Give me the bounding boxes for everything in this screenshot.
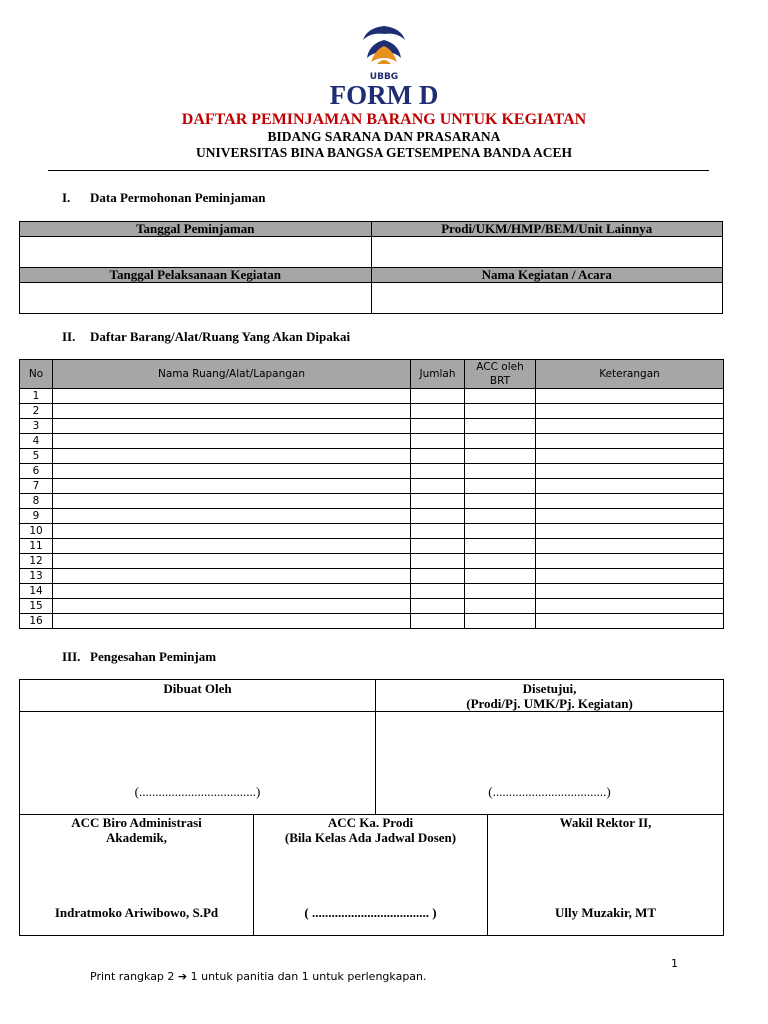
university-logo (357, 22, 411, 82)
column-header-no: No (20, 360, 53, 389)
row-jumlah-input[interactable] (411, 389, 465, 404)
row-no: 3 (20, 419, 53, 434)
row-nama-input[interactable] (53, 404, 411, 419)
row-nama-input[interactable] (53, 554, 411, 569)
row-jumlah-input[interactable] (411, 479, 465, 494)
row-no: 8 (20, 494, 53, 509)
row-no: 2 (20, 404, 53, 419)
print-note: Print rangkap 2 ➔ 1 untuk panitia dan 1 untuk perlengkapan. (90, 970, 427, 983)
row-acc-input[interactable] (465, 524, 536, 539)
signature-disetujui-placeholder: (...................................) (488, 784, 611, 799)
row-acc-input[interactable] (465, 509, 536, 524)
row-keterangan-input[interactable] (536, 524, 724, 539)
row-nama-input[interactable] (53, 509, 411, 524)
row-keterangan-input[interactable] (536, 554, 724, 569)
row-keterangan-input[interactable] (536, 494, 724, 509)
section-1-title: Data Permohonan Peminjaman (90, 190, 266, 205)
row-no: 12 (20, 554, 53, 569)
dibuat-oleh-label: Dibuat Oleh (20, 680, 376, 712)
section-1-heading (62, 190, 266, 206)
row-nama-input[interactable] (53, 419, 411, 434)
approval-table (19, 679, 724, 936)
row-acc-input[interactable] (465, 479, 536, 494)
signature-dibuat-placeholder: (....................................) (134, 784, 261, 799)
row-keterangan-input[interactable] (536, 599, 724, 614)
row-acc-input[interactable] (465, 494, 536, 509)
field-input-nama-kegiatan[interactable] (371, 283, 723, 314)
row-keterangan-input[interactable] (536, 584, 724, 599)
table-row (20, 539, 724, 554)
column-header-jumlah: Jumlah (411, 360, 465, 389)
row-acc-input[interactable] (465, 569, 536, 584)
section-3-title: Pengesahan Peminjam (90, 649, 217, 664)
items-table (19, 359, 724, 629)
table-row (20, 434, 724, 449)
column-header-acc-brt: ACC oleh BRT (465, 360, 536, 389)
row-acc-input[interactable] (465, 614, 536, 629)
column-header-keterangan: Keterangan (536, 360, 724, 389)
row-nama-input[interactable] (53, 524, 411, 539)
row-acc-input[interactable] (465, 434, 536, 449)
table-row (20, 449, 724, 464)
section-2-heading (62, 329, 350, 345)
row-keterangan-input[interactable] (536, 509, 724, 524)
acc-prodi-line2: (Bila Kelas Ada Jadwal Dosen) (284, 830, 457, 845)
field-label-tanggal-peminjaman: Tanggal Peminjaman (20, 222, 372, 237)
row-no: 7 (20, 479, 53, 494)
disetujui-label (376, 680, 724, 712)
row-no: 1 (20, 389, 53, 404)
table-row (20, 614, 724, 629)
acc-biro-line1: ACC Biro Administrasi (71, 815, 202, 830)
table-row (20, 479, 724, 494)
table-row (20, 524, 724, 539)
row-nama-input[interactable] (53, 464, 411, 479)
section-3-heading (62, 649, 216, 665)
disetujui-line1: Disetujui, (522, 681, 577, 696)
row-keterangan-input[interactable] (536, 434, 724, 449)
row-keterangan-input[interactable] (536, 404, 724, 419)
row-nama-input[interactable] (53, 569, 411, 584)
row-nama-input[interactable] (53, 584, 411, 599)
acc-prodi-name: ( .................................... ) (304, 905, 437, 920)
row-no: 10 (20, 524, 53, 539)
section-2-title: Daftar Barang/Alat/Ruang Yang Akan Dipakai (90, 329, 351, 344)
table-row (20, 464, 724, 479)
row-jumlah-input[interactable] (411, 419, 465, 434)
page-number: 1 (671, 957, 678, 970)
table-row (20, 494, 724, 509)
row-no: 16 (20, 614, 53, 629)
row-no: 4 (20, 434, 53, 449)
row-jumlah-input[interactable] (411, 449, 465, 464)
acc-biro-cell[interactable] (20, 815, 254, 936)
row-keterangan-input[interactable] (536, 539, 724, 554)
header-divider (48, 170, 709, 171)
items-table-body (20, 389, 724, 629)
row-acc-input[interactable] (465, 389, 536, 404)
row-nama-input[interactable] (53, 614, 411, 629)
row-keterangan-input[interactable] (536, 449, 724, 464)
row-acc-input[interactable] (465, 464, 536, 479)
table-row (20, 569, 724, 584)
table-row (20, 599, 724, 614)
university-name: UNIVERSITAS BINA BANGSA GETSEMPENA BANDA ACEH (196, 145, 572, 160)
row-jumlah-input[interactable] (411, 584, 465, 599)
disetujui-line2: (Prodi/Pj. UMK/Pj. Kegiatan) (466, 696, 633, 711)
section-1-number: I. (62, 190, 71, 205)
row-keterangan-input[interactable] (536, 479, 724, 494)
row-jumlah-input[interactable] (411, 509, 465, 524)
row-nama-input[interactable] (53, 539, 411, 554)
field-input-tanggal-pelaksanaan[interactable] (20, 283, 372, 314)
row-keterangan-input[interactable] (536, 614, 724, 629)
row-jumlah-input[interactable] (411, 524, 465, 539)
row-jumlah-input[interactable] (411, 614, 465, 629)
wakil-rektor-name: Ully Muzakir, MT (555, 905, 657, 920)
row-keterangan-input[interactable] (536, 419, 724, 434)
acc-prodi-cell[interactable] (254, 815, 488, 936)
field-label-nama-kegiatan: Nama Kegiatan / Acara (371, 268, 723, 283)
signature-dibuat[interactable] (20, 712, 376, 815)
department-name: BIDANG SARANA DAN PRASARANA (267, 129, 501, 144)
row-nama-input[interactable] (53, 434, 411, 449)
table-row (20, 554, 724, 569)
row-jumlah-input[interactable] (411, 554, 465, 569)
row-acc-input[interactable] (465, 584, 536, 599)
row-no: 14 (20, 584, 53, 599)
row-nama-input[interactable] (53, 449, 411, 464)
row-no: 13 (20, 569, 53, 584)
row-no: 9 (20, 509, 53, 524)
acc-biro-name: Indratmoko Ariwibowo, S.Pd (54, 905, 219, 920)
section-2-number: II. (62, 329, 76, 344)
row-nama-input[interactable] (53, 599, 411, 614)
table-row (20, 509, 724, 524)
row-jumlah-input[interactable] (411, 404, 465, 419)
table-row (20, 419, 724, 434)
row-acc-input[interactable] (465, 554, 536, 569)
table-row (20, 404, 724, 419)
row-no: 5 (20, 449, 53, 464)
row-jumlah-input[interactable] (411, 569, 465, 584)
row-no: 6 (20, 464, 53, 479)
section-3-number: III. (62, 649, 81, 664)
field-input-tanggal-peminjaman[interactable] (20, 237, 372, 268)
row-keterangan-input[interactable] (536, 569, 724, 584)
table-row (20, 389, 724, 404)
acc-prodi-line1: ACC Ka. Prodi (327, 815, 414, 830)
acc-biro-line2: Akademik, (105, 830, 168, 845)
row-nama-input[interactable] (53, 389, 411, 404)
row-acc-input[interactable] (465, 539, 536, 554)
row-jumlah-input[interactable] (411, 494, 465, 509)
row-acc-input[interactable] (465, 419, 536, 434)
request-data-table (19, 221, 723, 314)
row-jumlah-input[interactable] (411, 434, 465, 449)
column-header-nama: Nama Ruang/Alat/Lapangan (53, 360, 411, 389)
row-nama-input[interactable] (53, 479, 411, 494)
wakil-rektor-label: Wakil Rektor II, (559, 815, 652, 830)
row-acc-input[interactable] (465, 599, 536, 614)
row-jumlah-input[interactable] (411, 464, 465, 479)
row-acc-input[interactable] (465, 449, 536, 464)
row-keterangan-input[interactable] (536, 389, 724, 404)
table-row (20, 584, 724, 599)
row-no: 11 (20, 539, 53, 554)
field-input-prodi-unit[interactable] (371, 237, 723, 268)
row-jumlah-input[interactable] (411, 539, 465, 554)
form-subtitle: DAFTAR PEMINJAMAN BARANG UNTUK KEGIATAN (181, 111, 587, 128)
signature-disetujui[interactable] (376, 712, 724, 815)
row-nama-input[interactable] (53, 494, 411, 509)
form-title: FORM D (329, 80, 439, 110)
logo-text: UBBG (369, 72, 399, 82)
row-keterangan-input[interactable] (536, 464, 724, 479)
row-no: 15 (20, 599, 53, 614)
field-label-prodi-unit: Prodi/UKM/HMP/BEM/Unit Lainnya (371, 222, 723, 237)
row-jumlah-input[interactable] (411, 599, 465, 614)
row-acc-input[interactable] (465, 404, 536, 419)
wakil-rektor-cell[interactable] (488, 815, 724, 936)
field-label-tanggal-pelaksanaan: Tanggal Pelaksanaan Kegiatan (20, 268, 372, 283)
